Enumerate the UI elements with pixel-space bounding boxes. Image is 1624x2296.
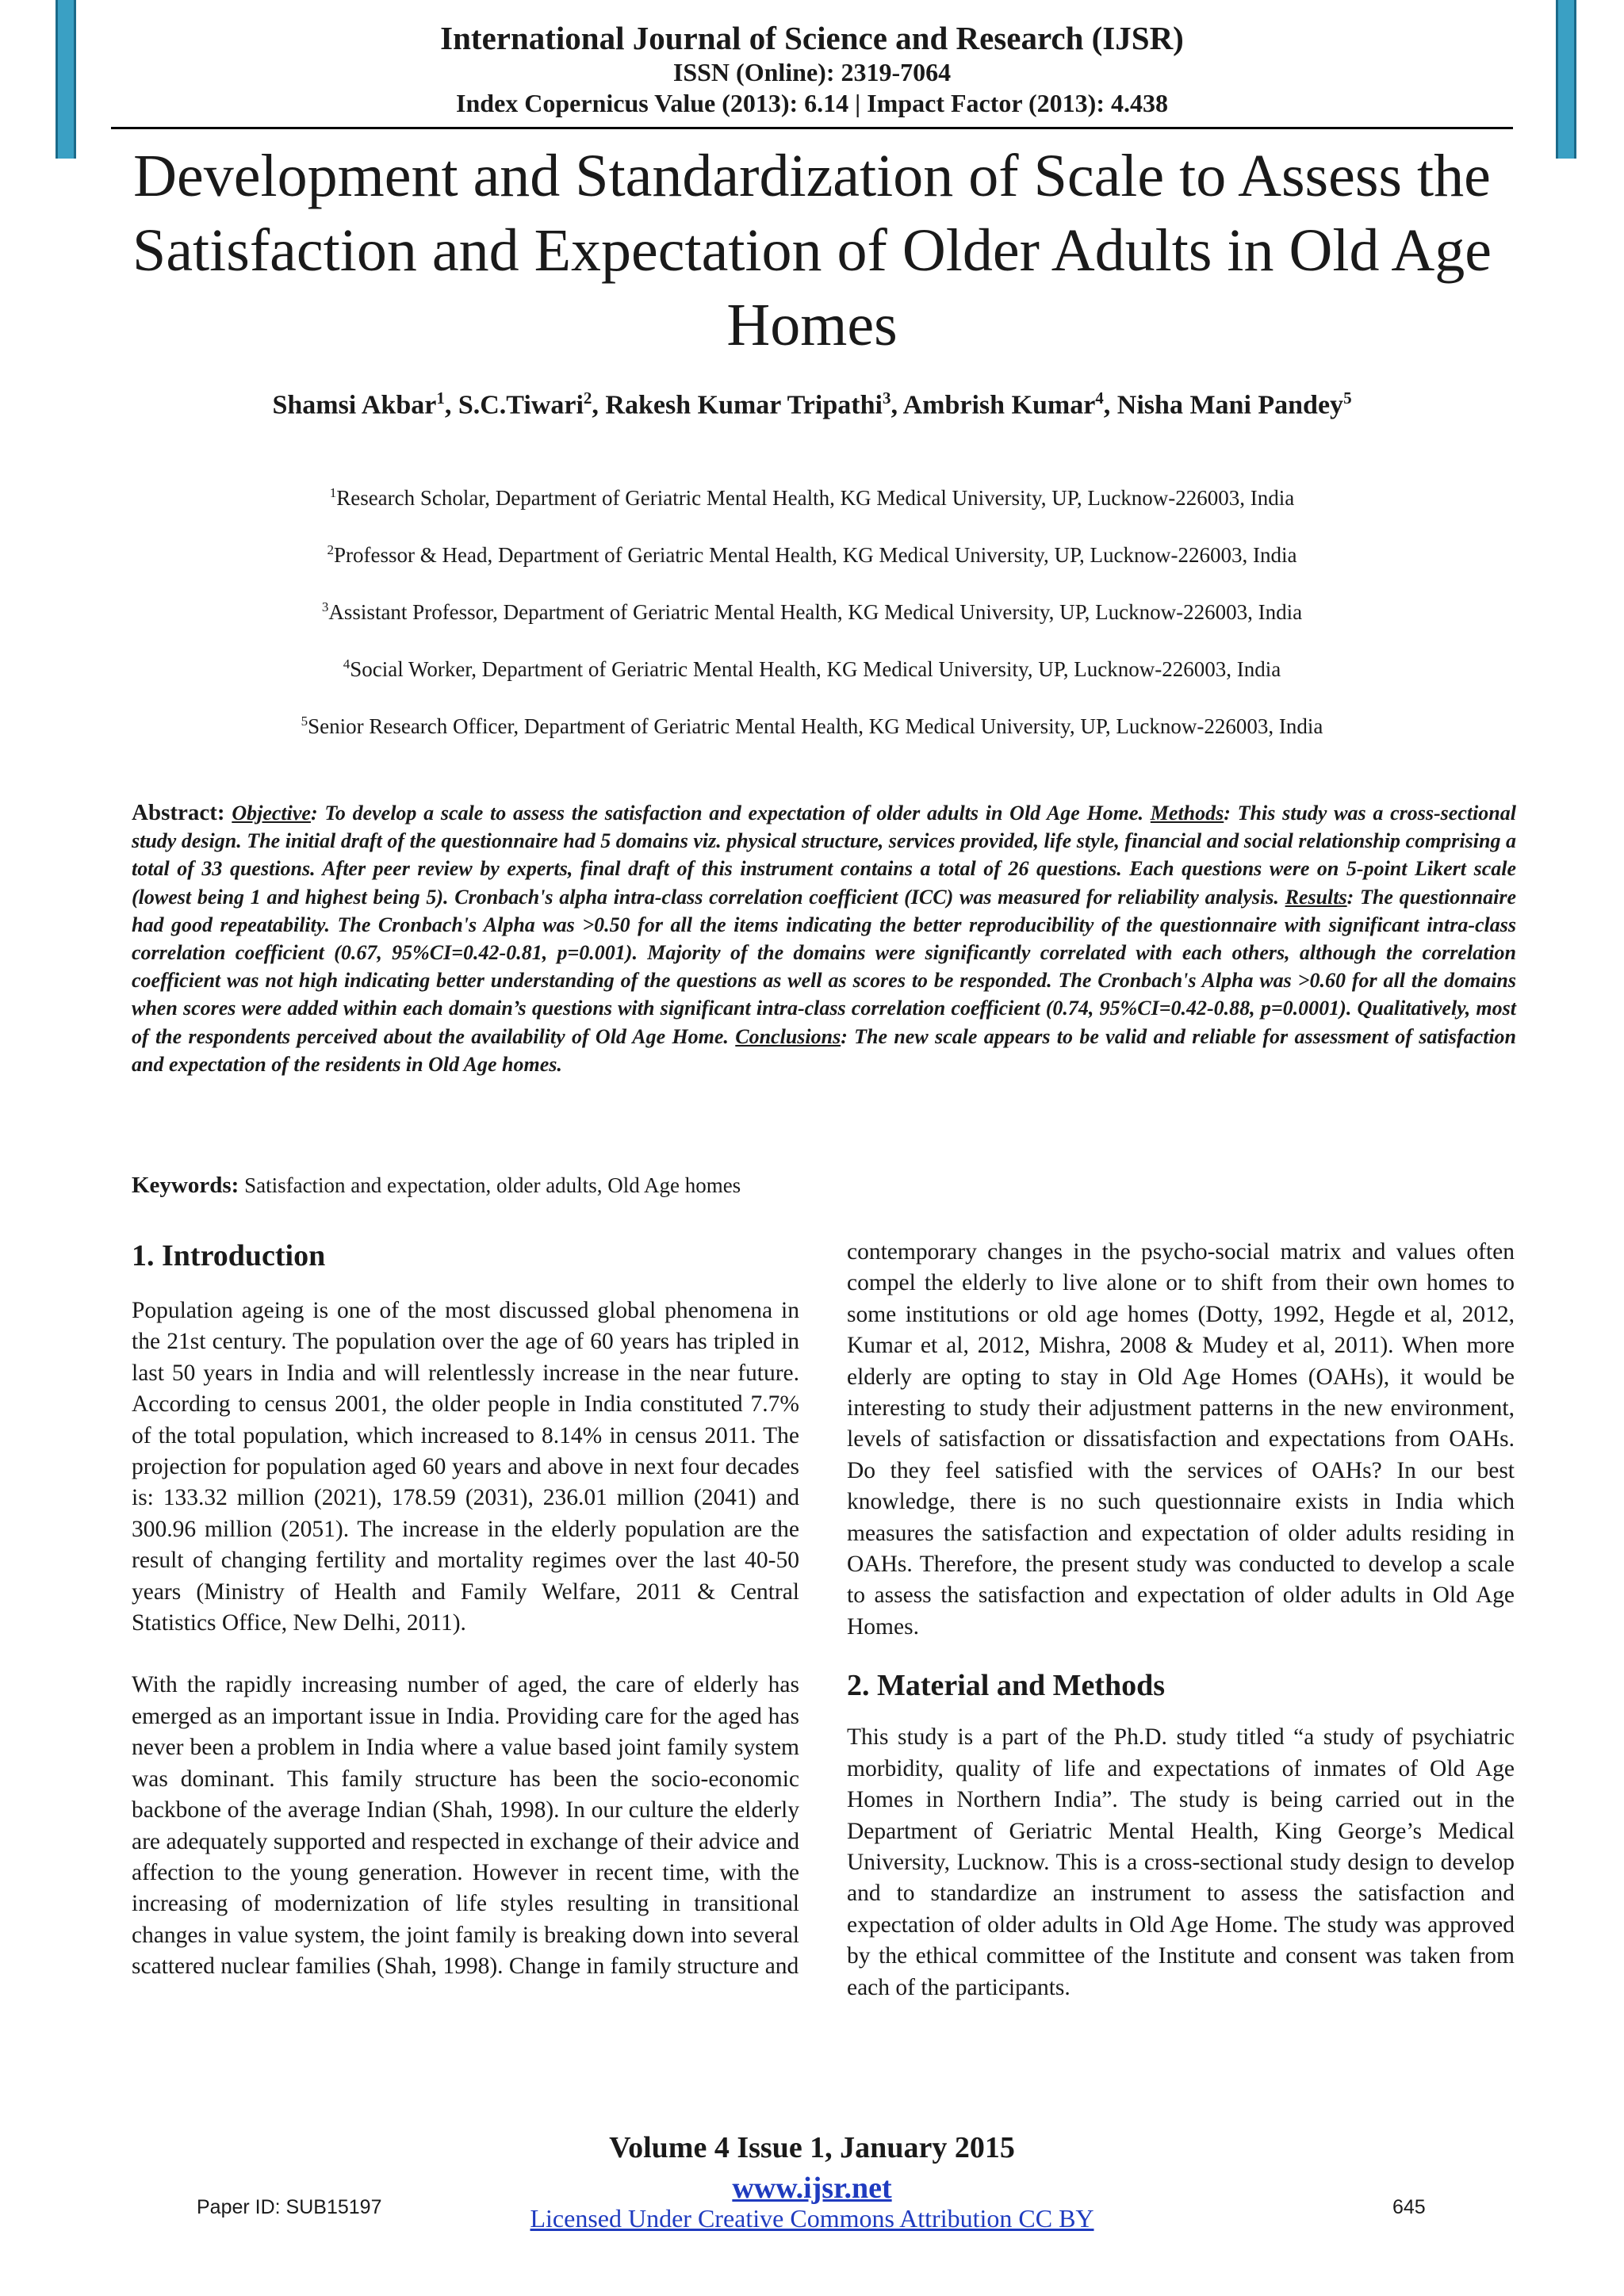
affiliation-sup: 3 [321,599,329,614]
author-sep: , [1103,390,1117,420]
affiliation-sup: 4 [343,656,350,672]
keywords-label: Keywords: [132,1173,239,1198]
affiliation-text: Social Worker, Department of Geriatric Mental Health, KG Medical University, UP, Lucknow-226003, India [350,657,1281,681]
left-column [132,1237,799,1983]
intro-paragraph-3: contemporary changes in the psycho-social matrix and values often compel the elderly to live alone or to shift from their own homes to some institutions or old age homes (Dotty, 1992, Hegde et al, 2012, Kumar et al, 2012, Mishra, 2008 & Mudey et al, 2011). When more elderly are opting to stay in Old Age Homes (OAHs), it would be interesting to study their adjustment patterns in the new environment, levels of satisfaction or dissatisfaction and expectations from OAHs. Do they feel satisfied with the services of OAHs? In our best knowledge, there is no such questionnaire exists in India which measures the satisfaction and expectation of older adults residing in OAHs. Therefore, the present study was conducted to develop a scale to assess the satisfaction and expectation of older adults in Old Age Homes. [847,1239,1515,1640]
footer-website-link[interactable]: www.ijsr.net [732,2172,892,2205]
affiliation-text: Research Scholar, Department of Geriatric Mental Health, KG Medical University, UP, Lucknow-226003, India [336,486,1295,510]
intro-heading: 1. Introduction [132,1239,326,1272]
paper-title: Development and Standardization of Scale to Assess the Satisfaction and Expectation of Older Adults in Old Age Homes [132,143,1492,358]
results-text: : The questionnaire had good repeatability. The Cronbach's Alpha was >0.50 for all the items indicating the better reproducibility of the questionnaire with significant intra-class correlation coefficient (0.67, 95%CI=0.42-0.81, p=0.001). Majority of the domains were significantly correlated with each others, although the correlation coefficient was not high indicating better understanding of the questions as well as scores to be responded. The Cronbach's Alpha was >0.60 for all the domains when scores were added within each domain’s questions with significant intra-class correlation coefficient (0.74, 95%CI=0.42-0.88, p=0.0001). Qualitatively, most of the respondents perceived about the availability of Old Age Home. [132,885,1516,1048]
footer-license-link[interactable]: Licensed Under Creative Commons Attribution CC BY [530,2204,1094,2233]
author-sup: 4 [1095,388,1104,408]
conclusions-text: : The new scale appears to be valid and reliable for assessment of satisfaction and expectation of the residents in Old Age homes. [132,1024,1516,1076]
results-label: Results [1285,885,1347,909]
page-number: 645 [1392,2196,1426,2218]
affiliation-sup: 5 [301,714,308,729]
affiliation-sup: 1 [329,485,337,500]
journal-name: International Journal of Science and Research (IJSR) [440,20,1184,56]
affiliation-text: Assistant Professor, Department of Geriatric Mental Health, KG Medical University, UP, Lucknow-226003, India [328,600,1303,624]
affiliation-1 [0,485,1624,511]
methods-paragraph-1: This study is a part of the Ph.D. study titled “a study of psychiatric morbidity, quality of life and expectations of inmates of Old Age Homes in Northern India”. The study is being carried out in the Department of Geriatric Mental Health, King George’s Medical University, Lucknow. This is a cross-sectional study design to develop and to standardize an instrument to assess the satisfaction and expectation of older adults in Old Age Home. The study was approved by the ethical committee of the Institute and consent was taken from each of the participants. [847,1724,1515,2000]
author-sep: , [592,390,606,420]
affiliation-text: Senior Research Officer, Department of Geriatric Mental Health, KG Medical University, UP, Lucknow-226003, India [308,714,1323,738]
author-name: Shamsi Akbar [272,390,437,420]
author-name: Nisha Mani Pandey [1116,390,1344,420]
issn: ISSN (Online): 2319-7064 [672,58,952,86]
affiliation-4 [0,656,1624,682]
author-name: Ambrish Kumar [902,390,1096,420]
author-sup: 5 [1343,388,1352,408]
author-sep: , [891,390,903,420]
conclusions-label: Conclusions [735,1024,841,1048]
author-sup: 3 [882,388,891,408]
objective-label: Objective [232,802,311,825]
author-list [0,388,1624,420]
affiliation-2 [0,542,1624,568]
author-name: Rakesh Kumar Tripathi [605,390,883,420]
footer-volume: Volume 4 Issue 1, January 2015 [609,2131,1015,2164]
objective-text: : To develop a scale to assess the satisfaction and expectation of older adults in Old Age Home. [310,802,1151,825]
author-sup: 2 [583,388,592,408]
affiliation-5 [0,714,1624,739]
index-copernicus: Index Copernicus Value (2013): 6.14 | Impact Factor (2013): 4.438 [456,89,1168,117]
methods-label: Methods [1150,802,1224,825]
author-sep: , [444,390,458,420]
author-name: S.C.Tiwari [458,390,584,420]
methods-heading: 2. Material and Methods [847,1669,1166,1703]
methods-text: : This study was a cross-sectional study design. The initial draft of the questionnaire had 5 domains viz. physical structure, services provided, life style, financial and social relationship comprising a total of 33 questions. After peer review by experts, final draft of this instrument contains a total of 26 questions. Each questions were on 5-point Likert scale (lowest being 1 and highest being 5). Cronbach's alpha intra-class correlation coefficient (ICC) was measured for reliability analysis. [132,802,1516,909]
right-column [847,1237,1515,2003]
keywords-text: Satisfaction and expectation, older adults, Old Age homes [244,1173,741,1197]
header-rule [111,127,1513,129]
abstract-label: Abstract: [132,800,225,825]
intro-paragraph-2: With the rapidly increasing number of aged, the care of elderly has emerged as an important issue in India. Providing care for the aged has never been a problem in India where a value based joint family system was dominant. This family structure has been the socio-economic backbone of the average Indian (Shah, 1998). In our culture the elderly are adequately supported and respected in exchange of their advice and affection to the young generation. However in recent time, with the increasing of modernization of life styles resulting in transitional changes in value system, the joint family is breaking down into several scattered nuclear families (Shah, 1998). Change in family structure and [132,1672,799,1980]
abstract [132,799,1516,1078]
author-sup: 1 [436,388,445,408]
paper-id: Paper ID: SUB15197 [197,2196,382,2218]
keywords [132,1173,1516,1199]
affiliation-text: Professor & Head, Department of Geriatric Mental Health, KG Medical University, UP, Lucknow-226003, India [334,543,1297,567]
affiliation-3 [0,599,1624,625]
intro-paragraph-1: Population ageing is one of the most discussed global phenomena in the 21st century. The population over the age of 60 years has tripled in last 50 years in India and will relentlessly increase in the near future. According to census 2001, the older people in India constituted 7.7% of the total population, which increased to 8.14% in census 2011. The projection for population aged 60 years and above in next four decades is: 133.32 million (2021), 178.59 (2031), 236.01 million (2041) and 300.96 million (2051). The increase in the elderly population are the result of changing fertility and mortality regimes over the last 40-50 years (Ministry of Health and Family Welfare, 2011 & Central Statistics Office, New Delhi, 2011). [132,1298,799,1636]
affiliation-sup: 2 [327,542,335,557]
